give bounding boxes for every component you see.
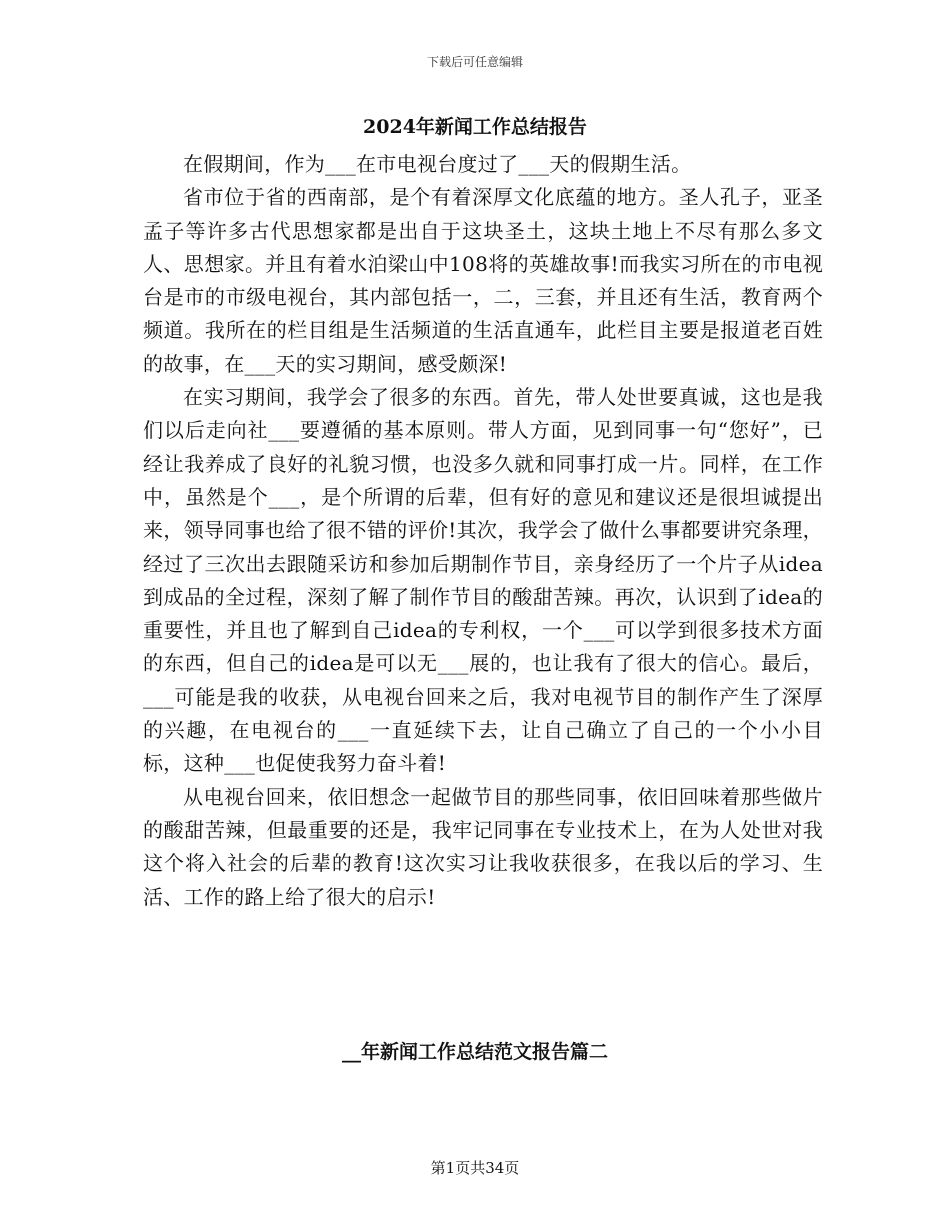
document-title: 2024年新闻工作总结报告 xyxy=(363,116,587,138)
document-body xyxy=(143,148,823,914)
paragraph-learning: 在实习期间，我学会了很多的东西。首先，带人处世要真诚，这也是我们以后走向社___要遵循的基本原则。带人方面，见到同事一句“您好”，已经让我养成了良好的礼貌习惯，也没多久就和同事打成一片。同样，在工作中，虽然是个___，是个所谓的后辈，但有好的意见和建议还是很坦诚提出来，领导同事也给了很不错的评价!其次，我学会了做什么事都要讲究条理，经过了三次出去跟随采访和参加后期制作节目，亲身经历了一个片子从idea到成品的全过程，深刻了解了制作节目的酸甜苦辣。再次，认识到了idea的重要性，并且也了解到自己idea的专利权，一个___可以学到很多技术方面的东西，但自己的idea是可以无___展的，也让我有了很大的信心。最后，___可能是我的收获，从电视台回来之后，我对电视节目的制作产生了深厚的兴趣，在电视台的___一直延续下去，让自己确立了自己的一个小小目标，这种___也促使我努力奋斗着! xyxy=(143,385,823,776)
section-subtitle: __年新闻工作总结范文报告篇二 xyxy=(341,1041,608,1063)
page-footer: 第1页共34页 xyxy=(430,1159,520,1177)
paragraph-conclusion: 从电视台回来，依旧想念一起做节目的那些同事，依旧回味着那些做片的酸甜苦辣，但最重要的还是，我牢记同事在专业技术上，在为人处世对我这个将入社会的后辈的教育!这次实习让我收获很多，在我以后的学习、生活、工作的路上给了很大的启示! xyxy=(143,784,823,909)
page-header-note: 下载后可任意编辑 xyxy=(426,55,523,69)
paragraph-intro: 在假期间，作为___在市电视台度过了___天的假期生活。 xyxy=(183,152,692,176)
paragraph-city: 省市位于省的西南部，是个有着深厚文化底蕴的地方。圣人孔子，亚圣孟子等许多古代思想家都是出自于这块圣土，这块土地上不尽有那么多文人、思想家。并且有着水泊梁山中108将的英雄故事!而我实习所在的市电视台是市的市级电视台，其内部包括一，二，三套，并且还有生活，教育两个频道。我所在的栏目组是生活频道的生活直通车，此栏目主要是报道老百姓的故事，在___天的实习期间，感受颇深! xyxy=(143,185,823,376)
